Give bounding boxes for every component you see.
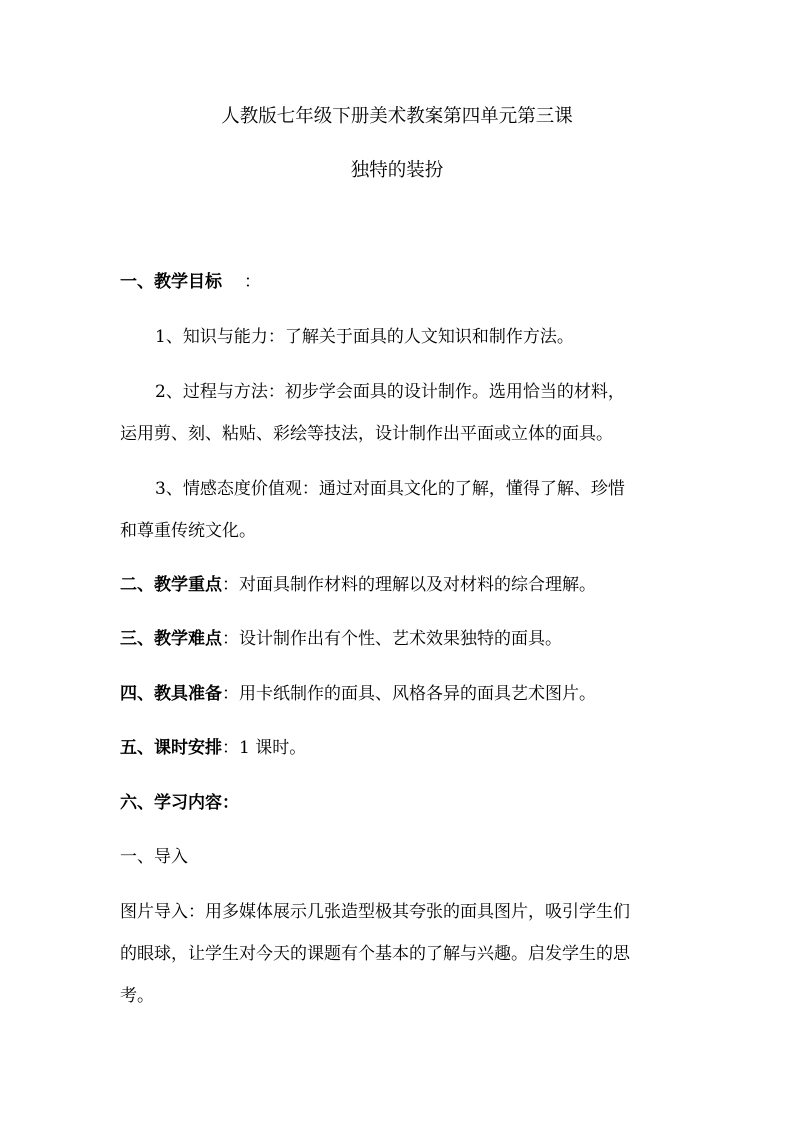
content-heading: 六、学习内容： (120, 793, 239, 813)
materials-text: ：用卡纸制作的面具、风格各异的面具艺术图片。 (222, 684, 596, 704)
intro-line-3: 考。 (120, 986, 154, 1006)
intro-line-1: 图片导入：用多媒体展示几张造型极其夸张的面具图片，吸引学生们 (120, 902, 630, 922)
objective-item-1: 1、知识与能力：了解关于面具的人文知识和制作方法。 (155, 327, 574, 347)
objective-item-3: 3、情感态度价值观：通过对面具文化的了解，懂得了解、珍惜 (155, 479, 625, 499)
key-points-heading: 二、教学重点 (120, 575, 222, 595)
key-points-text: ：对面具制作材料的理解以及对材料的综合理解。 (222, 575, 596, 595)
objectives-colon: ： (244, 272, 261, 292)
materials-line (120, 683, 596, 705)
objective-item-3-continued: 和尊重传统文化。 (120, 521, 256, 541)
objective-item-2-continued: 运用剪、刻、粘贴、彩绘等技法，设计制作出平面或立体的面具。 (120, 424, 613, 444)
objectives-heading: 一、教学目标 (120, 272, 222, 292)
schedule-text: ：1 课时。 (222, 738, 307, 758)
difficulties-text: ：设计制作出有个性、艺术效果独特的面具。 (222, 629, 562, 649)
schedule-line (120, 737, 306, 759)
objectives-heading-line (120, 271, 261, 293)
document-title: 人教版七年级下册美术教案第四单元第三课 (221, 106, 573, 127)
key-points-line (120, 574, 596, 596)
difficulties-heading: 三、教学难点 (120, 629, 222, 649)
difficulties-line (120, 628, 562, 650)
objective-item-2: 2、过程与方法：初步学会面具的设计制作。选用恰当的材料， (155, 382, 625, 402)
materials-heading: 四、教具准备 (120, 684, 222, 704)
intro-heading: 一、导入 (120, 847, 188, 867)
document-subtitle: 独特的装扮 (350, 160, 444, 181)
intro-line-2: 的眼球，让学生对今天的课题有个基本的了解与兴趣。启发学生的思 (120, 944, 630, 964)
schedule-heading: 五、课时安排 (120, 738, 222, 758)
